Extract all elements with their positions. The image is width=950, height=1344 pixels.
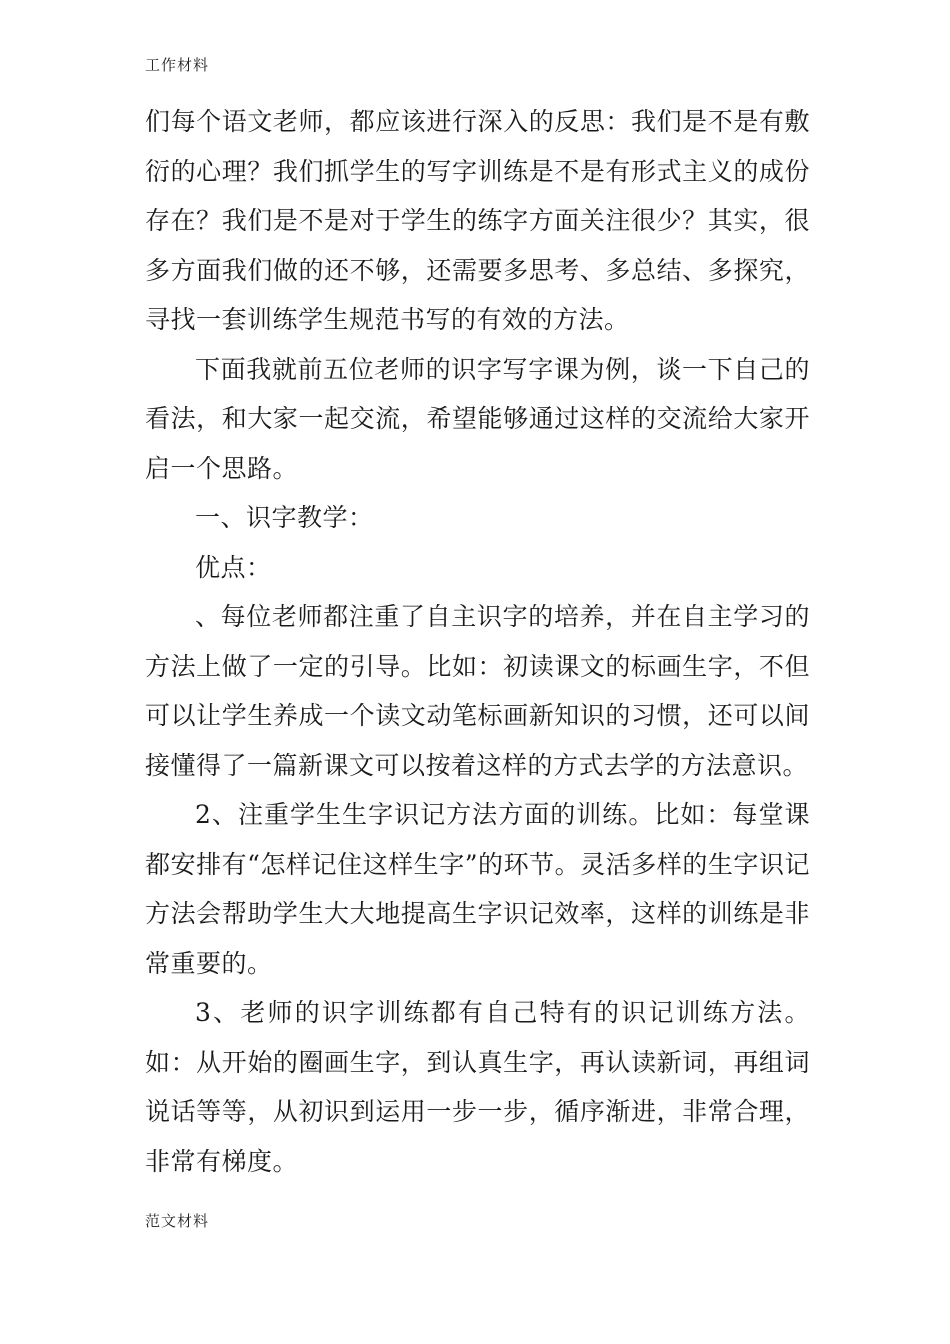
paragraph-point-1: 、每位老师都注重了自主识字的培养，并在自主学习的方法上做了一定的引导。比如：初读课文的标画生字，不但可以让学生养成一个读文动笔标画新知识的习惯，还可以间接懂得了一篇新课文可以按着这样的方式去学的方法意识。 — [145, 602, 810, 780]
paragraph-point-3: 3、老师的识字训练都有自己特有的识记训练方法。如：从开始的圈画生字，到认真生字，再认读新词，再组词说话等等，从初识到运用一步一步，循序渐进，非常合理，非常有梯度。 — [145, 998, 810, 1176]
document-body — [145, 97, 810, 1186]
page-header-label: 工作材料 — [145, 56, 210, 74]
paragraph-2: 下面我就前五位老师的识字写字课为例，谈一下自己的看法，和大家一起交流，希望能够通过这样的交流给大家开启一个思路。 — [145, 354, 810, 483]
paragraph-1: 们每个语文老师，都应该进行深入的反思：我们是不是有敷衍的心理？我们抓学生的写字训练是不是有形式主义的成份存在？我们是不是对于学生的练字方面关注很少？其实，很多方面我们做的还不够，还需要多思考、多总结、多探究，寻找一套训练学生规范书写的有效的方法。 — [145, 107, 810, 334]
subheading-strengths: 优点： — [195, 552, 272, 582]
section-heading-literacy: 一、识字教学： — [195, 503, 374, 532]
page-footer-label: 范文材料 — [145, 1212, 210, 1230]
paragraph-point-2: 2、注重学生生字识记方法方面的训练。比如：每堂课都安排有“怎样记住这样生字”的环节。灵活多样的生字识记方法会帮助学生大大地提高生字识记效率，这样的训练是非常重要的。 — [145, 800, 810, 978]
